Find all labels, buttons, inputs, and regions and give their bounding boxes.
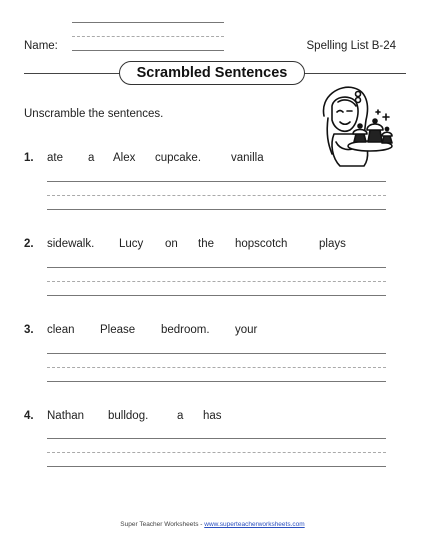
answer-line-base[interactable] (47, 295, 386, 296)
answer-line-base[interactable] (47, 466, 386, 467)
scrambled-word: cupcake. (155, 152, 202, 164)
name-dash-line (72, 36, 224, 37)
scrambled-word: Please (100, 324, 136, 336)
question-number: 1. (24, 152, 34, 164)
scrambled-word: has (203, 410, 222, 422)
footer-text: Super Teacher Worksheets - (120, 521, 205, 528)
scrambled-word: the (198, 238, 214, 250)
question-number: 3. (24, 324, 34, 336)
girl-holding-cupcakes-icon (306, 82, 398, 174)
name-label: Name: (24, 40, 58, 52)
answer-line-base[interactable] (47, 209, 386, 210)
answer-line-top[interactable] (47, 438, 386, 439)
answer-line-mid (47, 281, 386, 282)
scrambled-word: bulldog. (108, 410, 149, 422)
scrambled-word: sidewalk. (47, 238, 95, 250)
name-write-line[interactable] (72, 50, 224, 51)
page-title-text: Scrambled Sentences (136, 65, 288, 81)
scrambled-word: your (235, 324, 258, 336)
spelling-list-label: Spelling List B-24 (306, 40, 396, 52)
name-top-line (72, 22, 224, 23)
answer-line-top[interactable] (47, 353, 386, 354)
scrambled-word: bedroom. (161, 324, 210, 336)
scrambled-word: a (177, 410, 184, 422)
page-title (119, 61, 305, 85)
scrambled-word: vanilla (231, 152, 264, 164)
footer (0, 521, 425, 528)
scrambled-word: a (88, 152, 95, 164)
scrambled-word: Lucy (119, 238, 144, 250)
question-number: 4. (24, 410, 34, 422)
scrambled-word: Alex (113, 152, 136, 164)
footer-link[interactable]: www.superteacherworksheets.com (204, 521, 305, 528)
answer-line-top[interactable] (47, 181, 386, 182)
answer-line-mid (47, 195, 386, 196)
instructions: Unscramble the sentences. (24, 108, 164, 120)
scrambled-word: on (165, 238, 178, 250)
scrambled-word: clean (47, 324, 75, 336)
answer-line-mid (47, 367, 386, 368)
answer-line-top[interactable] (47, 267, 386, 268)
answer-line-base[interactable] (47, 381, 386, 382)
scrambled-word: plays (319, 238, 346, 250)
scrambled-word: ate (47, 152, 63, 164)
scrambled-word: Nathan (47, 410, 85, 422)
question-number: 2. (24, 238, 34, 250)
answer-line-mid (47, 452, 386, 453)
scrambled-word: hopscotch (235, 238, 288, 250)
